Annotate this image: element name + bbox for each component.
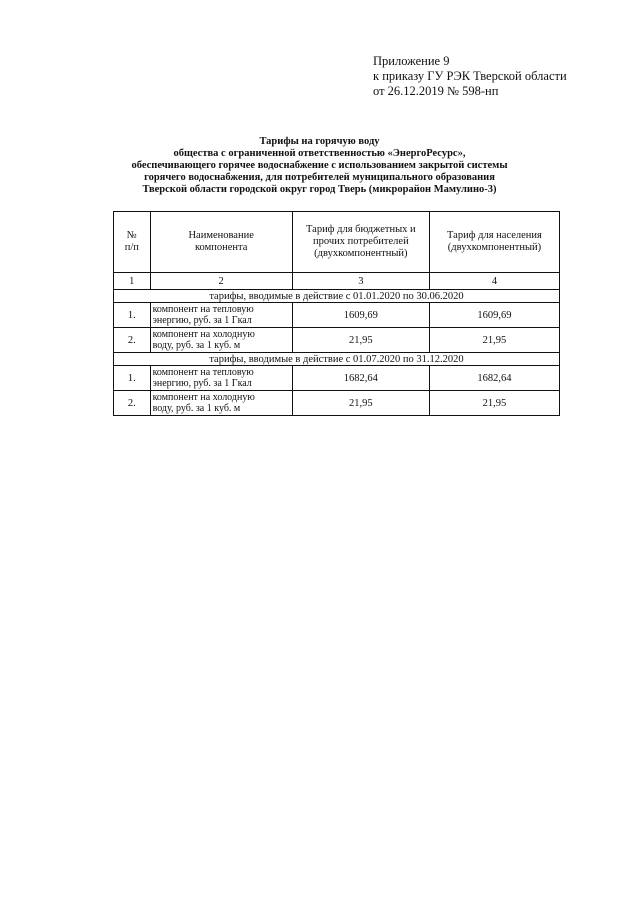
row-component-name: компонент на тепловую энергию, руб. за 1 Гкал [150, 303, 292, 328]
title-line: обеспечивающего горячее водоснабжение с использованием закрытой системы [131, 160, 508, 171]
row-num: 1. [114, 366, 151, 391]
document-title [100, 136, 539, 196]
row-tariff-population: 1609,69 [429, 303, 559, 328]
table-row [114, 366, 560, 391]
column-number: 3 [292, 273, 429, 290]
table-row [114, 303, 560, 328]
header-num: № п/п [114, 212, 151, 273]
appendix-number: Приложение 9 [373, 54, 450, 68]
column-number: 1 [114, 273, 151, 290]
title-line: Тверской области городской округ город Тверь (микрорайон Мамулино-3) [142, 184, 497, 195]
row-component-name: компонент на холодную воду, руб. за 1 куб. м [150, 391, 292, 416]
table-header-row [114, 212, 560, 273]
period-row [114, 353, 560, 366]
row-tariff-budget: 21,95 [292, 391, 429, 416]
table-row [114, 328, 560, 353]
column-number: 2 [150, 273, 292, 290]
period-label: тарифы, вводимые в действие с 01.01.2020 по 30.06.2020 [114, 290, 560, 303]
appendix-reference [373, 54, 567, 99]
title-line: горячего водоснабжения, для потребителей муниципального образования [144, 172, 495, 183]
header-component-name: Наименование компонента [150, 212, 292, 273]
column-number-row [114, 273, 560, 290]
row-num: 1. [114, 303, 151, 328]
table-row [114, 391, 560, 416]
row-num: 2. [114, 328, 151, 353]
row-component-name: компонент на тепловую энергию, руб. за 1 Гкал [150, 366, 292, 391]
column-number: 4 [429, 273, 559, 290]
row-tariff-population: 21,95 [429, 328, 559, 353]
row-tariff-budget: 21,95 [292, 328, 429, 353]
row-tariff-population: 21,95 [429, 391, 559, 416]
header-tariff-budget: Тариф для бюджетных и прочих потребителей (двухкомпонентный) [292, 212, 429, 273]
row-tariff-budget: 1682,64 [292, 366, 429, 391]
appendix-date: от 26.12.2019 № 598-нп [373, 84, 499, 98]
header-tariff-population: Тариф для населения (двухкомпонентный) [429, 212, 559, 273]
row-num: 2. [114, 391, 151, 416]
tariff-table [113, 211, 560, 416]
row-tariff-population: 1682,64 [429, 366, 559, 391]
appendix-order: к приказу ГУ РЭК Тверской области [373, 69, 567, 83]
title-line: общества с ограниченной ответственностью «ЭнергоРесурс», [173, 148, 466, 159]
row-tariff-budget: 1609,69 [292, 303, 429, 328]
period-label: тарифы, вводимые в действие с 01.07.2020 по 31.12.2020 [114, 353, 560, 366]
period-row [114, 290, 560, 303]
row-component-name: компонент на холодную воду, руб. за 1 куб. м [150, 328, 292, 353]
title-line: Тарифы на горячую воду [259, 136, 380, 147]
